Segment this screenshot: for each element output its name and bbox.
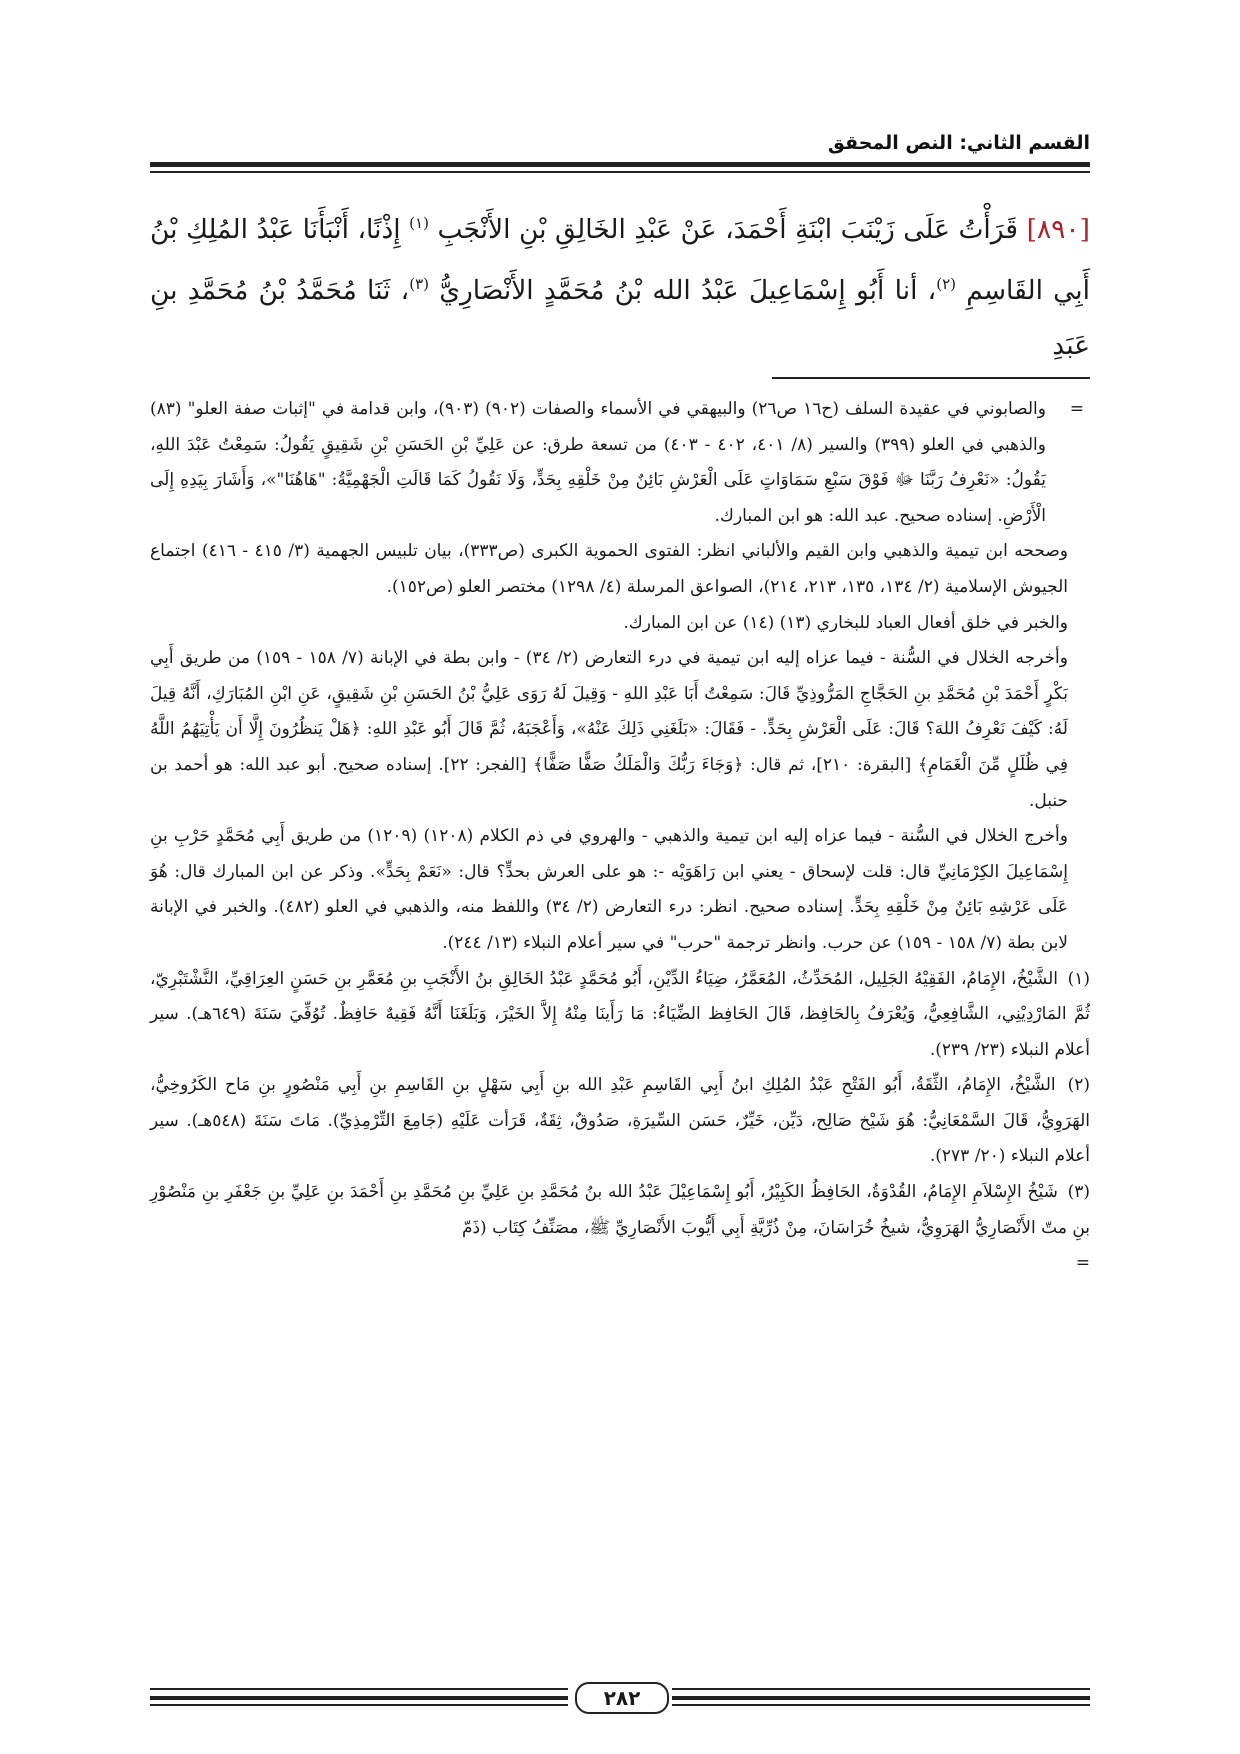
footer-rule xyxy=(150,1688,568,1690)
footnote-3 xyxy=(150,1175,1090,1282)
footnote-paragraph: والصابوني في عقيدة السلف (ح١٦ ص٢٦) والبيهقي في الأسماء والصفات (٩٠٢) (٩٠٣)، وابن قدامة في "إثبات صفة العلو" (٨٣) والذهبي في العلو (٣٩٩) والسير (٨/ ٤٠١، ٤٠٢ - ٤٠٣) من تسعة طرق: عن عَلِيِّ بْنِ الحَسَنِ بْنِ شَقِيقٍ يَقُولُ: سَمِعْتُ عَبْدَ اللهِ، يَقُولُ: «نَعْرِفُ رَبَّنَا ﷻ فَوْقَ سَبْعِ سَمَاوَاتٍ عَلَى الْعَرْشِ بَائِنٌ مِنْ خَلْقِهِ بِحَدٍّ، وَلَا نَقُولُ كَمَا قَالَتِ الْجَهْمِيَّةُ: "هَاهُنَا"»، وَأَشَارَ بِيَدِهِ إِلَى الْأَرْضِ. إسناده صحيح. عبد الله: هو ابن المبارك. xyxy=(150,399,1046,526)
header-rule-thick xyxy=(150,162,1090,167)
footnote-number: (١) xyxy=(1067,968,1090,989)
footnote-number: (٣) xyxy=(1067,1182,1091,1203)
main-text-part: إِذْنًا، أَنْبَأَنَا عَبْدُ المُلِكِ بْنُ أَبِي القَاسِمِ xyxy=(150,213,1090,306)
main-text-part: ، ثَنَا مُحَمَّدُ بْنُ مُحَمَّدِ بنِ عَبَدِ xyxy=(150,274,1090,361)
footnote-continuation xyxy=(150,392,1090,534)
main-text xyxy=(150,196,1090,373)
entry-number: [٨٩٠] xyxy=(1026,213,1090,245)
footnote-ref-2[interactable]: (٢) xyxy=(936,274,956,293)
main-text-part: ، أنا أَبُو إِسْمَاعِيلَ عَبْدُ الله بْنُ مُحَمَّدٍ الأَنْصَارِيُّ xyxy=(439,274,937,306)
footnote-paragraph: وأخرج الخلال في السُّنة - فيما عزاه إليه ابن تيمية والذهبي - والهروي في ذم الكلام (١٢٠٨) (١٢٠٩) من طريق أَبِي مُحَمَّدٍ حَرْبِ بنِ إِسْمَاعِيلَ الكِرْمَانِيِّ قال: قلت لإسحاق - يعني ابن رَاهَوَيْه -: هو على العرش بحدٍّ؟ قال: «نَعَمْ بِحَدٍّ». وذكر عن ابن المبارك قال: هُوَ عَلَى عَرْشِهِ بَائِنٌ مِنْ خَلْقِهِ بِحَدٍّ. إسناده صحيح. انظر: درء التعارض (٢/ ٣٤) واللفظ منه، والذهبي في العلو (٤٨٢). والخبر في الإبانة لابن بطة (٧/ ١٥٨ - ١٥٩) عن حرب. وانظر ترجمة "حرب" في سير أعلام النبلاء (١٣/ ٢٤٤). xyxy=(150,826,1068,953)
footnote-ref-1[interactable]: (١) xyxy=(409,214,429,232)
footnote-text: الشَّيْخُ، الإِمَامُ، الثِّقَةُ، أَبُو الفَتْحِ عَبْدُ المُلِكِ ابنُ أَبِي القَاسِمِ عَبْدِ الله بنِ أَبِي سَهْلٍ بنِ القَاسِمِ بنِ أَبِي مَنْصُورٍ بنِ مَاح الكَرُوخِيُّ، الهَرَوِيُّ، قَالَ السَّمْعَانِيُّ: هُوَ شَيْخ صَالِح، دَيِّن، خَيِّرٌ، حَسَن السِّيرَةِ، صَدُوقٌ، ثِقَةٌ، قَرَأت عَلَيْهِ (جَامِعَ التِّرْمِذِيِّ). مَاتَ سَنَةَ (٥٤٨هـ). سير أعلام النبلاء (٢٠/ ٢٧٣). xyxy=(150,1075,1090,1167)
footnote-text: شَيْخُ الإِسْلاَمِ الإِمَامُ، القُدْوَةُ، الحَافِظُ الكَبِيْرُ، أَبُو إِسْمَاعِيْلَ عَبْدُ الله بنُ مُحَمَّدِ بنِ عَلِيِّ بنِ مُحَمَّدِ بنِ أَحْمَدَ بنِ عَلِيِّ بنِ جَعْفَرِ بنِ مَنْصُوْرِ بنِ متّ الأَنْصَارِيُّ الهَرَوِيُّ، شيخُ خُرَاسَانَ، مِنْ ذُرِّيَّةِ أَبِي أَيُّوبَ الأَنْصَارِيِّ ﷺ، مصَنِّفُ كِتَاب (ذَمّ xyxy=(150,1182,1090,1238)
continuation-mark: = xyxy=(1069,399,1084,419)
footnote-2 xyxy=(150,1068,1090,1175)
footnotes xyxy=(150,392,1090,1282)
continuation-mark: = xyxy=(1075,1253,1090,1274)
footnote-text: الشَّيْخُ، الإِمَامُ، الفَقِيْهُ الجَلِيل، المُحَدِّثُ، المُعَمَّرُ، ضِيَاءُ الدِّيْنِ، أَبُو مُحَمَّدٍ عَبْدُ الخَالِقِ بنُ الأَنْجَبِ بنِ مُعَمَّرِ بنِ حَسَنٍ العِرَاقِيِّ، النَّشْتَبْرِيّ، ثُمَّ المَارْدِيْنِي، الشَّافِعِيُّ، وَيُعْرَفُ بِالحَافِظ، قَالَ الحَافِظ الضِّيَاءُ: مَا رَأَينَا مِنْهُ إِلاَّ الخَيْرَ، وَبَلَغَنَا أَنَّهُ فَقِيهٌ حَافِظٌ. تُوُفِّيَ سَنَةَ (٦٤٩هـ). سير أعلام النبلاء (٢٣/ ٢٣٩). xyxy=(150,968,1090,1060)
footnote-separator xyxy=(772,377,1090,379)
footnote-paragraph: وصححه ابن تيمية والذهبي وابن القيم والألباني انظر: الفتوى الحموية الكبرى (ص٣٣٣)، بيان تلبيس الجهمية (٣/ ٤١٥ - ٤١٦) اجتماع الجيوش الإسلامية (٢/ ١٣٤، ١٣٥، ٢١٣، ٢١٤)، الصواعق المرسلة (٤/ ١٢٩٨) مختصر العلو (ص١٥٢). xyxy=(150,541,1068,597)
footer-rule xyxy=(672,1696,1090,1700)
footer-rule xyxy=(150,1696,568,1700)
running-title: القسم الثاني: النص المحقق xyxy=(827,132,1090,154)
footnote-1 xyxy=(150,962,1090,1069)
footer-rule xyxy=(150,1704,568,1706)
page-number: ٢٨٢ xyxy=(575,1682,669,1714)
footer-rule xyxy=(672,1704,1090,1706)
footer-rule xyxy=(672,1688,1090,1690)
footnote-paragraph: وأخرجه الخلال في السُّنة - فيما عزاه إليه ابن تيمية في درء التعارض (٢/ ٣٤) - وابن بطة في الإبانة (٧/ ١٥٨ - ١٥٩) من طريق أَبِي بَكْرٍ أَحْمَدَ بْنِ مُحَمَّدِ بنِ الحَجَّاجِ المَرُّوذِيِّ قَالَ: سَمِعْتُ أَبَا عَبْدِ اللهِ - وَقِيلَ لَهُ رَوَى عَلِيُّ بْنُ الحَسَنِ بْنِ شَقِيقٍ، عَنِ ابْنِ المُبَارَكِ، أَنَّهُ قِيلَ لَهُ: كَيْفَ نَعْرِفُ اللهَ؟ قَالَ: عَلَى الْعَرْشِ بِحَدٍّ. - فَقَالَ: «بَلَغَنِي ذَلِكَ عَنْهُ»، وَأَعْجَبَهُ، ثُمَّ قَالَ أَبُو عَبْدِ اللهِ: ﴿هَلْ يَنظُرُونَ إِلَّا أَن يَأْتِيَهُمُ اللَّهُ فِي ظُلَلٍ مِّنَ الْغَمَامِ﴾ [البقرة: ٢١٠]، ثم قال: ﴿وَجَاءَ رَبُّكَ وَالْمَلَكُ صَفًّا صَفًّا﴾ [الفجر: ٢٢]. إسناده صحيح. أبو عبد الله: هو أحمد بن حنبل. xyxy=(150,648,1068,811)
footnote-paragraph: والخبر في خلق أفعال العباد للبخاري (١٣) (١٤) عن ابن المبارك. xyxy=(623,612,1068,633)
footnote-number: (٢) xyxy=(1067,1075,1090,1096)
main-text-part: قَرَأْتُ عَلَى زَيْنَبَ ابْنَةِ أَحْمَدَ، عَنْ عَبْدِ الخَالِقِ بْنِ الأَنْجَبِ xyxy=(437,213,1019,245)
footnote-ref-3[interactable]: (٣) xyxy=(409,274,429,293)
header-rule-thin xyxy=(150,171,1090,173)
